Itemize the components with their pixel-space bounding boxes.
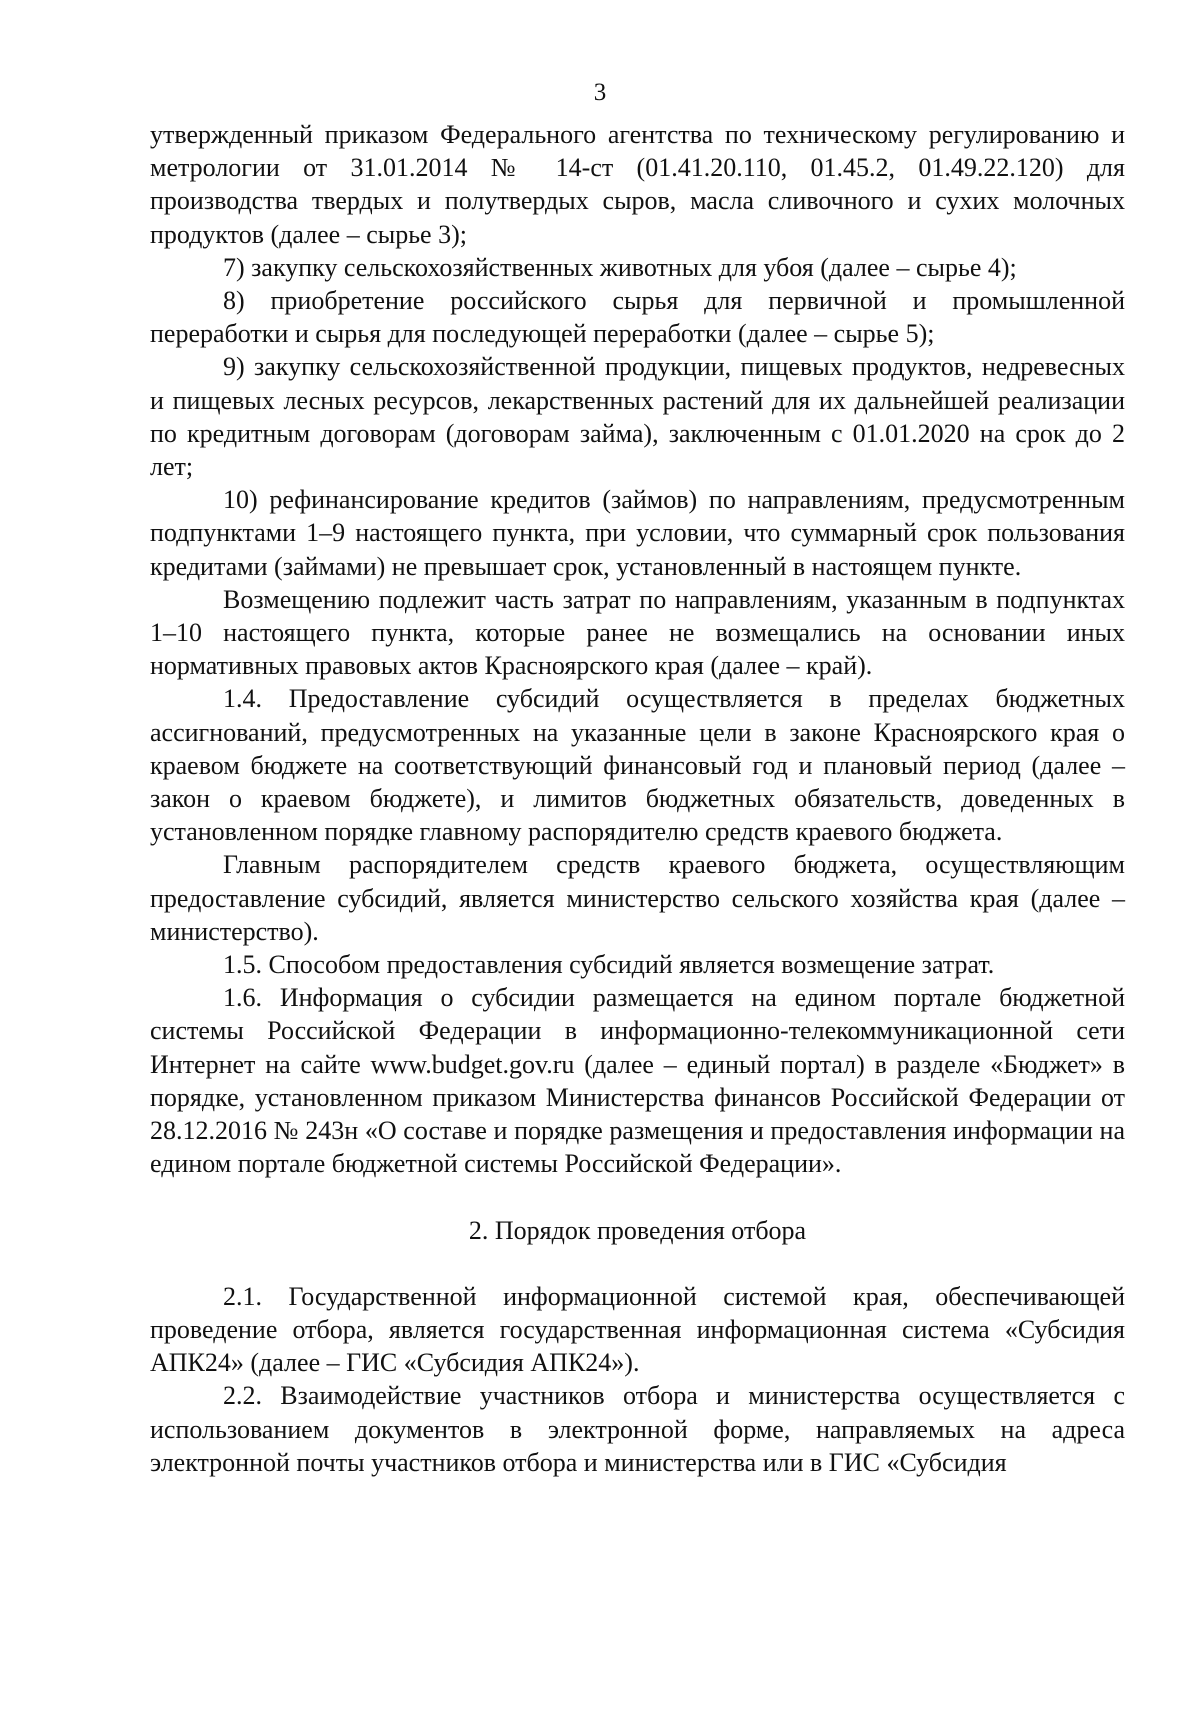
paragraph-item-10: 10) рефинансирование кредитов (займов) по направлениям, предусмотренным подпунктами 1–9 настоящего пункта, при условии, что суммарный срок пользования кредитами (займами) не превышает срок, установленный в настоящем пункте. bbox=[150, 485, 1125, 581]
paragraph-2-2: 2.2. Взаимодействие участников отбора и министерства осуществляется с использованием документов в электронной форме, направляемых на адреса электронной почты участников отбора и министерства или в ГИС «Субсидия bbox=[150, 1381, 1125, 1477]
paragraph-1-4: 1.4. Предоставление субсидий осуществляется в пределах бюджетных ассигнований, предусмотренных на указанные цели в законе Красноярского края о краевом бюджете на соответствующий финансовый год и плановый период (далее – закон о краевом бюджете), и лимитов бюджетных обязательств, доведенных в установленном порядке главному распорядителю средств краевого бюджета. bbox=[150, 684, 1125, 847]
paragraph-item-7: 7) закупку сельскохозяйственных животных для убоя (далее – сырье 4); bbox=[223, 252, 1017, 282]
paragraph-item-8: 8) приобретение российского сырья для первичной и промышленной переработки и сырья для последующей переработки (далее – сырье 5); bbox=[150, 286, 1125, 349]
section-heading: 2. Порядок проведения отбора bbox=[468, 1215, 807, 1245]
page-number: 3 bbox=[593, 79, 607, 106]
paragraph-1-6: 1.6. Информация о субсидии размещается на едином портале бюджетной системы Российской Федерации в информационно-телекоммуникационной сети Интернет на сайте www.budget.gov.ru (далее – единый портал) в разделе «Бюджет» в порядке, установленном приказом Министерства финансов Российской Федерации от 28.12.2016 № 243н «О составе и порядке размещения и предоставления информации на едином портале бюджетной системы Российской Федерации». bbox=[150, 983, 1125, 1179]
paragraph-2-1: 2.1. Государственной информационной системой края, обеспечивающей проведение отбора, является государственная информационная система «Субсидия АПК24» (далее – ГИС «Субсидия АПК24»). bbox=[150, 1281, 1125, 1378]
paragraph-continuation: утвержденный приказом Федерального агентства по техническому регулированию и метрологии от 31.01.2014 № 14-ст (01.41.20.110, 01.45.2, 01.49.22.120) для производства твердых и полутвердых сыров, масла сливочного и сухих молочных продуктов (далее – сырье 3); bbox=[150, 120, 1125, 249]
paragraph-item-9: 9) закупку сельскохозяйственной продукции, пищевых продуктов, недревесных и пищевых лесных ресурсов, лекарственных растений для их дальнейшей реализации по кредитным договорам (договорам займа), заключенным с 01.01.2020 на срок до 2 лет; bbox=[150, 352, 1125, 482]
paragraph-1-5: 1.5. Способом предоставления субсидий является возмещение затрат. bbox=[223, 950, 995, 980]
paragraph-main-administrator: Главным распорядителем средств краевого бюджета, осуществляющим предоставление субсидий, является министерство сельского хозяйства края (далее – министерство). bbox=[150, 850, 1125, 946]
paragraph-reimbursement: Возмещению подлежит часть затрат по направлениям, указанным в подпунктах 1–10 настоящего пункта, которые ранее не возмещались на основании иных нормативных правовых актов Красноярского края (далее – край). bbox=[150, 584, 1125, 681]
document-body bbox=[150, 118, 1125, 1479]
